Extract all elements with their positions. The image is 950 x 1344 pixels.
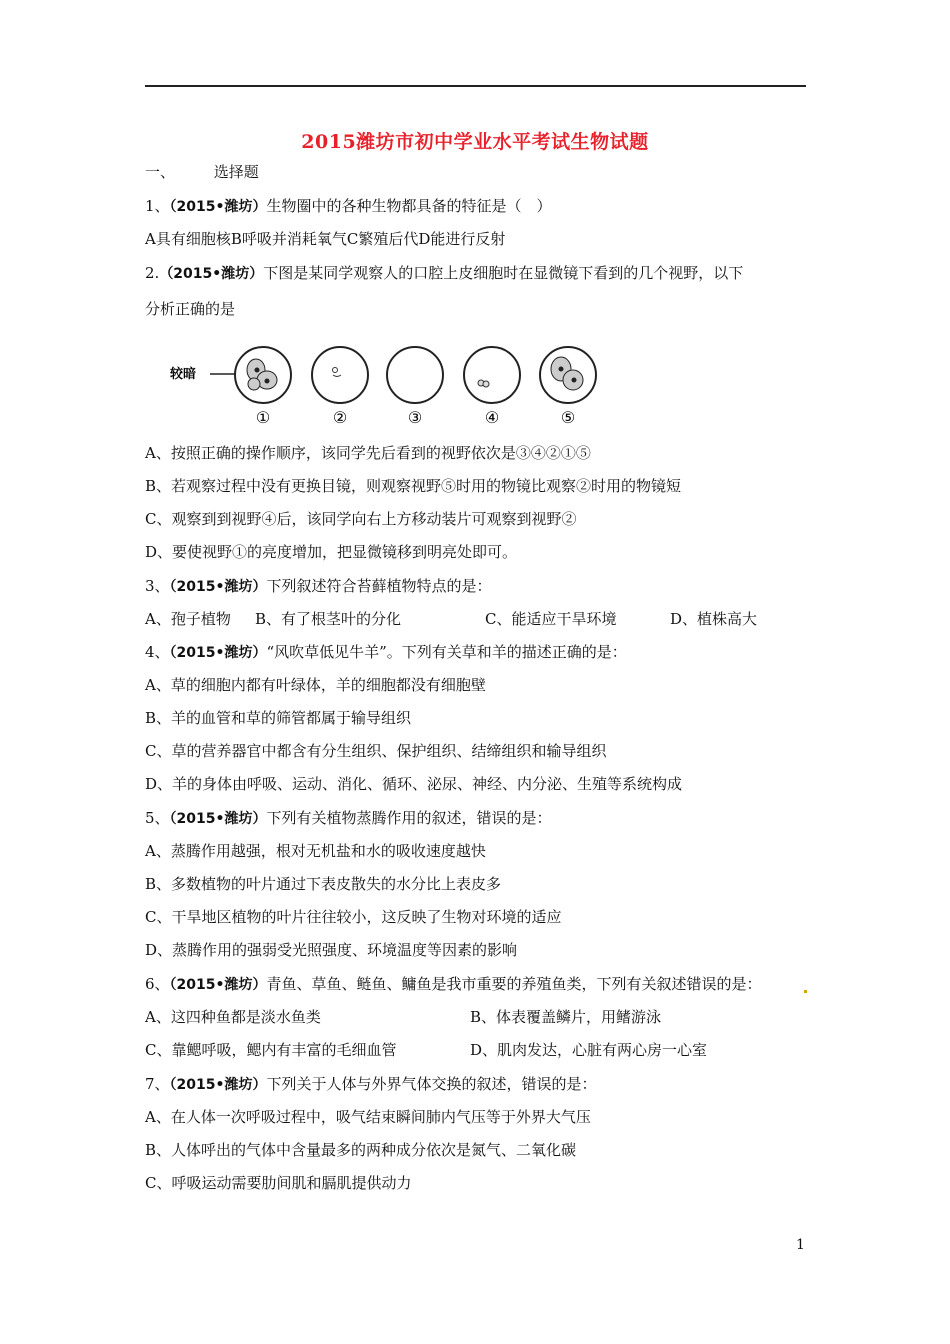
cell-cluster-2 bbox=[333, 368, 342, 377]
cell-cluster-5 bbox=[551, 357, 583, 390]
option: B、有了根茎叶的分化 bbox=[255, 610, 402, 628]
option-line: D、蒸腾作用的强弱受光照强度、环境温度等因素的影响 bbox=[145, 941, 518, 959]
question-6 bbox=[145, 974, 761, 995]
question-7 bbox=[145, 1074, 596, 1095]
question-stem: 下列叙述符合苔藓植物特点的是： bbox=[266, 577, 492, 595]
option-line: C、观察到到视野④后，该同学向右上方移动装片可观察到视野② bbox=[145, 510, 577, 528]
question-5 bbox=[145, 808, 551, 829]
option-line: D、要使视野①的亮度增加，把显微镜移到明亮处即可。 bbox=[145, 543, 518, 561]
section-label: 选择题 bbox=[213, 163, 259, 181]
question-3 bbox=[145, 576, 491, 597]
option-line: A、蒸腾作用越强，根对无机盐和水的吸收速度越快 bbox=[145, 842, 486, 860]
question-stem: “风吹草低见牛羊”。下列有关草和羊的描述正确的是： bbox=[266, 643, 627, 661]
dim-label: 较暗 bbox=[170, 367, 197, 382]
source-tag: （2015•潍坊） bbox=[169, 579, 267, 595]
source-tag: （2015•潍坊） bbox=[169, 977, 267, 993]
option-line: B、人体呼出的气体中含量最多的两种成分依次是氮气、二氧化碳 bbox=[145, 1141, 577, 1159]
question-number: 5、 bbox=[145, 809, 170, 827]
question-stem: 青鱼、草鱼、鲢鱼、鳙鱼是我市重要的养殖鱼类，下列有关叙述错误的是： bbox=[266, 975, 762, 993]
option: D、植株高大 bbox=[670, 610, 758, 628]
question-number: 3、 bbox=[145, 577, 170, 595]
question-2 bbox=[145, 263, 743, 284]
question-number: 4、 bbox=[145, 643, 170, 661]
page-number: 1 bbox=[796, 1237, 805, 1253]
question-stem: 下图是某同学观察人的口腔上皮细胞时在显微镜下看到的几个视野，以下 bbox=[263, 264, 744, 282]
field-number: ④ bbox=[484, 408, 500, 427]
source-tag: （2015•潍坊） bbox=[169, 645, 267, 661]
question-stem: 下列关于人体与外界气体交换的叙述，错误的是： bbox=[266, 1075, 597, 1093]
stray-mark bbox=[804, 990, 807, 993]
option-line: A具有细胞核B呼吸并消耗氧气C繁殖后代D能进行反射 bbox=[145, 230, 506, 248]
option: D、肌肉发达，心脏有两心房一心室 bbox=[470, 1041, 708, 1059]
option: C、能适应干旱环境 bbox=[485, 610, 617, 628]
option: A、这四种鱼都是淡水鱼类 bbox=[145, 1008, 321, 1026]
field-number: ③ bbox=[407, 408, 423, 427]
header-rule bbox=[145, 85, 806, 87]
option-line: A、在人体一次呼吸过程中，吸气结束瞬间肺内气压等于外界大气压 bbox=[145, 1108, 591, 1126]
section-number: 一、 bbox=[145, 163, 176, 181]
question-stem: 生物圈中的各种生物都具备的特征是（ ） bbox=[266, 197, 552, 215]
option-line: A、草的细胞内都有叶绿体，羊的细胞都没有细胞壁 bbox=[145, 676, 486, 694]
cell-cluster-1 bbox=[247, 359, 277, 390]
section-heading bbox=[145, 162, 259, 182]
question-number: 1、 bbox=[145, 197, 170, 215]
option-line: B、羊的血管和草的筛管都属于输导组织 bbox=[145, 709, 412, 727]
question-number: 2. bbox=[145, 264, 160, 282]
option-line: A、按照正确的操作顺序，该同学先后看到的视野依次是③④②①⑤ bbox=[145, 444, 591, 462]
question-stem: 下列有关植物蒸腾作用的叙述，错误的是： bbox=[266, 809, 552, 827]
cell-cluster-4 bbox=[478, 380, 489, 387]
option-line: C、干旱地区植物的叶片往往较小，这反映了生物对环境的适应 bbox=[145, 908, 562, 926]
question-number: 6、 bbox=[145, 975, 170, 993]
option-line: B、若观察过程中没有更换目镜，则观察视野⑤时用的物镜比观察②时用的物镜短 bbox=[145, 477, 682, 495]
source-tag: （2015•潍坊） bbox=[159, 266, 264, 282]
field-circle-4 bbox=[464, 347, 520, 403]
source-tag: （2015•潍坊） bbox=[169, 811, 267, 827]
page-title: 2015潍坊市初中学业水平考试生物试题 bbox=[301, 131, 649, 153]
option: A、孢子植物 bbox=[145, 610, 231, 628]
question-stem-continued: 分析正确的是 bbox=[145, 300, 236, 318]
question-number: 7、 bbox=[145, 1075, 170, 1093]
option-line: C、呼吸运动需要肋间肌和膈肌提供动力 bbox=[145, 1174, 412, 1192]
option-line: C、草的营养器官中都含有分生组织、保护组织、结缔组织和输导组织 bbox=[145, 742, 607, 760]
option: C、靠鳃呼吸，鳃内有丰富的毛细血管 bbox=[145, 1041, 397, 1059]
field-number: ⑤ bbox=[560, 408, 576, 427]
option-line: D、羊的身体由呼吸、运动、消化、循环、泌尿、神经、内分泌、生殖等系统构成 bbox=[145, 775, 683, 793]
field-number: ① bbox=[255, 408, 271, 427]
microscope-fields-figure bbox=[170, 340, 610, 435]
field-circle-3 bbox=[387, 347, 443, 403]
question-1 bbox=[145, 196, 551, 217]
option: B、体表覆盖鳞片，用鳍游泳 bbox=[470, 1008, 662, 1026]
field-circle-2 bbox=[312, 347, 368, 403]
source-tag: （2015•潍坊） bbox=[169, 199, 267, 215]
field-number: ② bbox=[332, 408, 348, 427]
question-4 bbox=[145, 642, 627, 663]
source-tag: （2015•潍坊） bbox=[169, 1077, 267, 1093]
option-line: B、多数植物的叶片通过下表皮散失的水分比上表皮多 bbox=[145, 875, 502, 893]
